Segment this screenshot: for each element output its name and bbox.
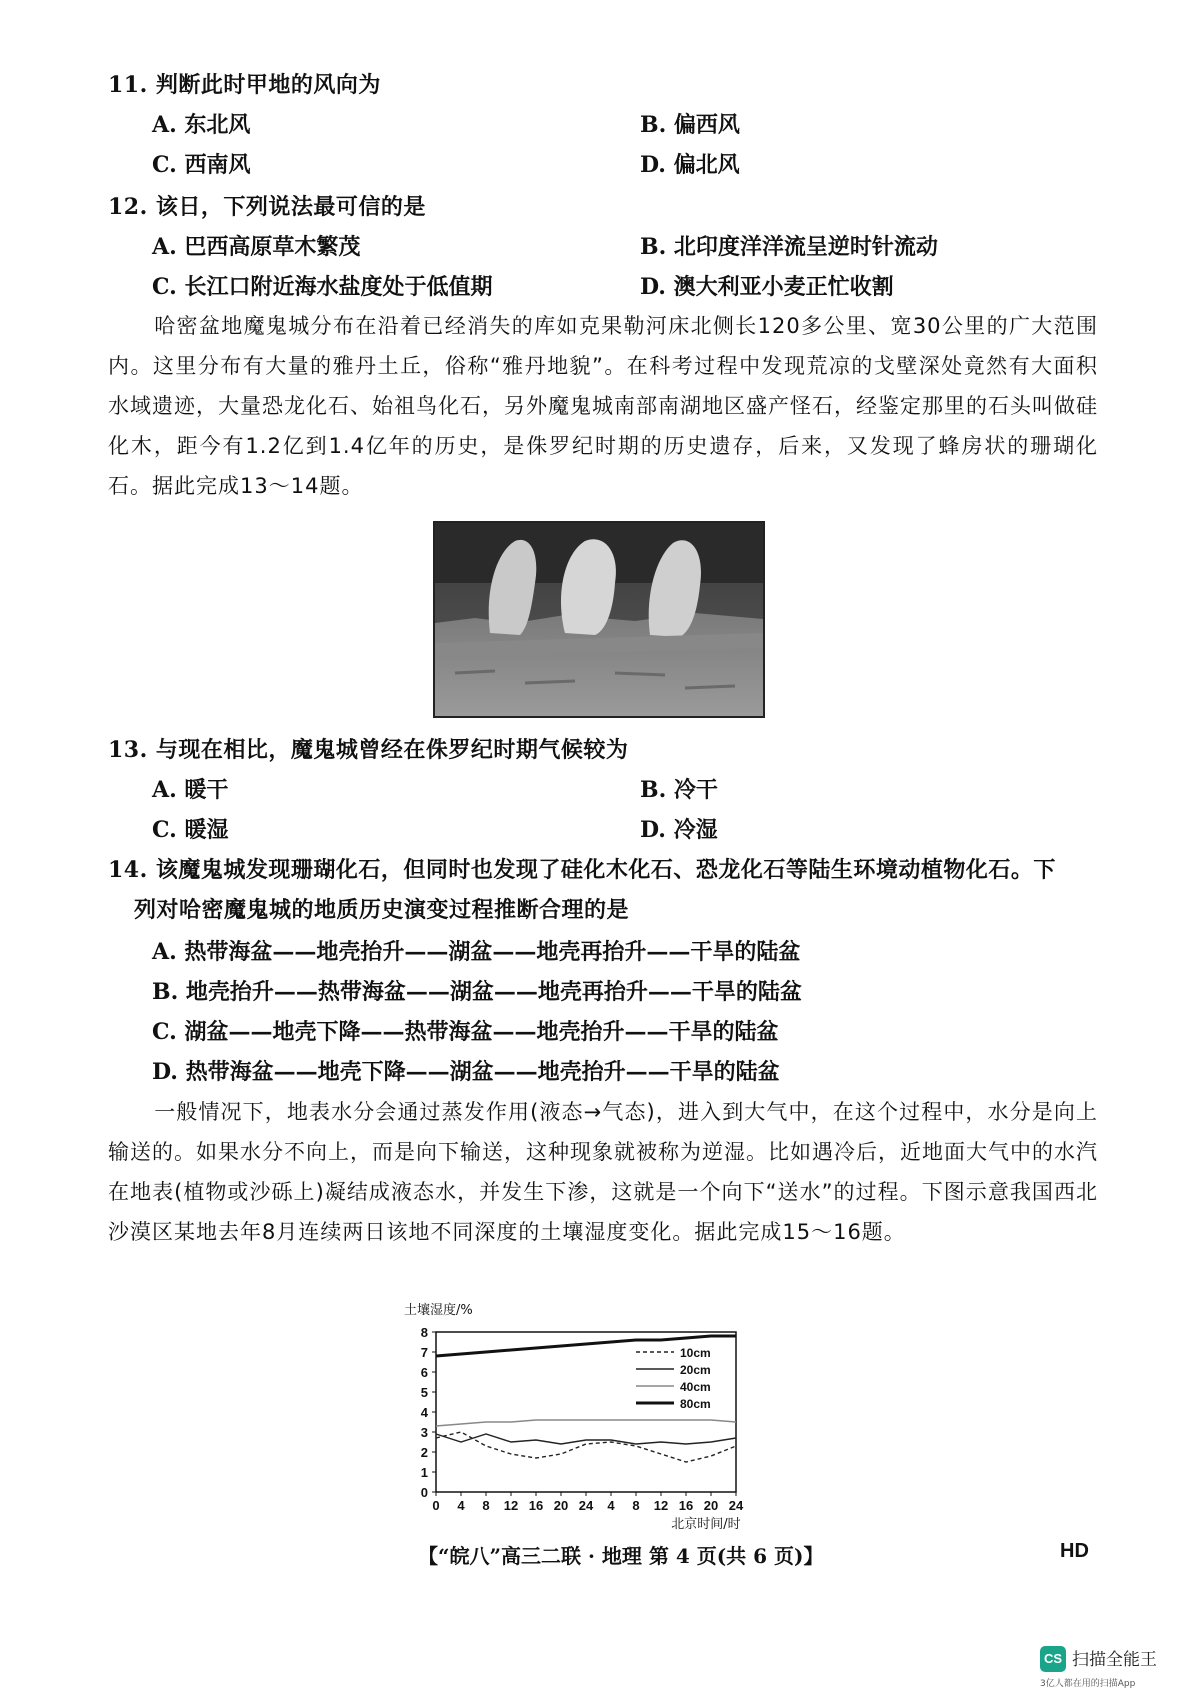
passage-inverse-humidity — [108, 1092, 1098, 1252]
passage-text: 哈密盆地魔鬼城分布在沿着已经消失的库如克果勒河床北侧长120多公里、宽30公里的广大范围内。这里分布有大量的雅丹土丘，俗称“雅丹地貌”。在科考过程中发现荒凉的戈壁深处竟然有大面积水域遗迹，大量恐龙化石、始祖鸟化石，另外魔鬼城南部南湖地区盛产怪石，经鉴定那里的石头叫做硅化木，距今有1.2亿到1.4亿年的历史，是侏罗纪时期的历史遗存，后来，又发现了蜂房状的珊瑚化石。据此完成13～14题。 — [108, 314, 1098, 498]
q12-option-d: D. 澳大利亚小麦正忙收割 — [640, 274, 894, 300]
footer-page-info: 【“皖八”高三二联 · 地理 第 4 页(共 6 页)】 — [418, 1544, 824, 1568]
y-tick-label: 8 — [420, 1325, 428, 1340]
q13-option-b: B. 冷干 — [640, 777, 718, 803]
q13-option-a: A. 暖干 — [152, 777, 229, 803]
q13-option-d: D. 冷湿 — [640, 817, 718, 843]
y-tick-label: 4 — [420, 1405, 428, 1420]
legend-label-80cm: 80cm — [680, 1397, 711, 1411]
q11-option-d: D. 偏北风 — [640, 152, 740, 178]
series-line-10cm — [436, 1432, 736, 1462]
yardang-landform-image — [435, 523, 763, 716]
soil-moisture-chart-svg — [400, 1300, 780, 1530]
y-tick-label: 1 — [420, 1465, 428, 1480]
q12-option-c: C. 长江口附近海水盐度处于低值期 — [152, 274, 493, 300]
series-line-40cm — [436, 1420, 736, 1426]
y-tick-label: 0 — [420, 1485, 428, 1500]
q11-stem: 11. 判断此时甲地的风向为 — [108, 72, 381, 98]
q12-stem: 12. 该日，下列说法最可信的是 — [108, 194, 426, 220]
x-tick-label: 8 — [482, 1498, 490, 1513]
q11-option-c: C. 西南风 — [152, 152, 251, 178]
q14-stem-line2: 列对哈密魔鬼城的地质历史演变过程推断合理的是 — [134, 897, 630, 923]
q14-stem-line1: 14. 该魔鬼城发现珊瑚化石，但同时也发现了硅化木化石、恐龙化石等陆生环境动植物化石。下 — [108, 857, 1056, 883]
legend-label-40cm: 40cm — [680, 1380, 711, 1394]
x-tick-label: 24 — [728, 1498, 744, 1513]
y-tick-label: 6 — [420, 1365, 428, 1380]
y-axis-label: 土壤湿度/% — [404, 1303, 473, 1318]
passage-devil-city — [108, 306, 1098, 506]
watermark-title: 扫描全能王 — [1072, 1650, 1157, 1670]
y-tick-label: 2 — [420, 1445, 428, 1460]
yardang-photo — [433, 521, 765, 718]
q14-option-c: C. 湖盆——地壳下降——热带海盆——地壳抬升——干旱的陆盆 — [152, 1019, 779, 1045]
x-tick-label: 16 — [528, 1498, 544, 1513]
soil-moisture-chart — [400, 1300, 780, 1530]
x-tick-label: 0 — [432, 1498, 440, 1513]
q12-option-b: B. 北印度洋洋流呈逆时针流动 — [640, 234, 938, 260]
q12-option-a: A. 巴西高原草木繁茂 — [152, 234, 361, 260]
scanner-watermark — [1040, 1640, 1190, 1690]
y-tick-label: 3 — [420, 1425, 428, 1440]
q14-option-d: D. 热带海盆——地壳下降——湖盆——地壳抬升——干旱的陆盆 — [152, 1059, 780, 1085]
x-tick-label: 20 — [553, 1498, 569, 1513]
x-tick-label: 12 — [503, 1498, 519, 1513]
footer-code: HD — [1060, 1540, 1089, 1562]
y-tick-label: 7 — [420, 1345, 428, 1360]
x-tick-label: 24 — [578, 1498, 594, 1513]
x-tick-label: 20 — [703, 1498, 719, 1513]
watermark-subtitle: 3亿人都在用的扫描App — [1040, 1679, 1136, 1689]
camscanner-logo-icon: CS — [1040, 1646, 1066, 1672]
x-tick-label: 8 — [632, 1498, 640, 1513]
x-tick-label: 4 — [607, 1498, 615, 1513]
q13-stem: 13. 与现在相比，魔鬼城曾经在侏罗纪时期气候较为 — [108, 737, 629, 763]
q11-option-a: A. 东北风 — [152, 112, 251, 138]
series-line-20cm — [436, 1434, 736, 1444]
q11-option-b: B. 偏西风 — [640, 112, 740, 138]
x-tick-label: 12 — [653, 1498, 669, 1513]
x-tick-label: 16 — [678, 1498, 694, 1513]
q13-option-c: C. 暖湿 — [152, 817, 229, 843]
legend-label-20cm: 20cm — [680, 1363, 711, 1377]
q14-option-b: B. 地壳抬升——热带海盆——湖盆——地壳再抬升——干旱的陆盆 — [152, 979, 802, 1005]
q14-option-a: A. 热带海盆——地壳抬升——湖盆——地壳再抬升——干旱的陆盆 — [152, 939, 801, 965]
x-tick-label: 4 — [457, 1498, 465, 1513]
passage-text-2: 一般情况下，地表水分会通过蒸发作用(液态→气态)，进入到大气中，在这个过程中，水分是向上输送的。如果水分不向上，而是向下输送，这种现象就被称为逆湿。比如遇冷后，近地面大气中的水汽在地表(植物或沙砾上)凝结成液态水，并发生下渗，这就是一个向下“送水”的过程。下图示意我国西北沙漠区某地去年8月连续两日该地不同深度的土壤湿度变化。据此完成15～16题。 — [108, 1100, 1098, 1244]
y-tick-label: 5 — [420, 1385, 428, 1400]
x-axis-label: 北京时间/时 — [671, 1517, 741, 1530]
legend-label-10cm: 10cm — [680, 1346, 711, 1360]
